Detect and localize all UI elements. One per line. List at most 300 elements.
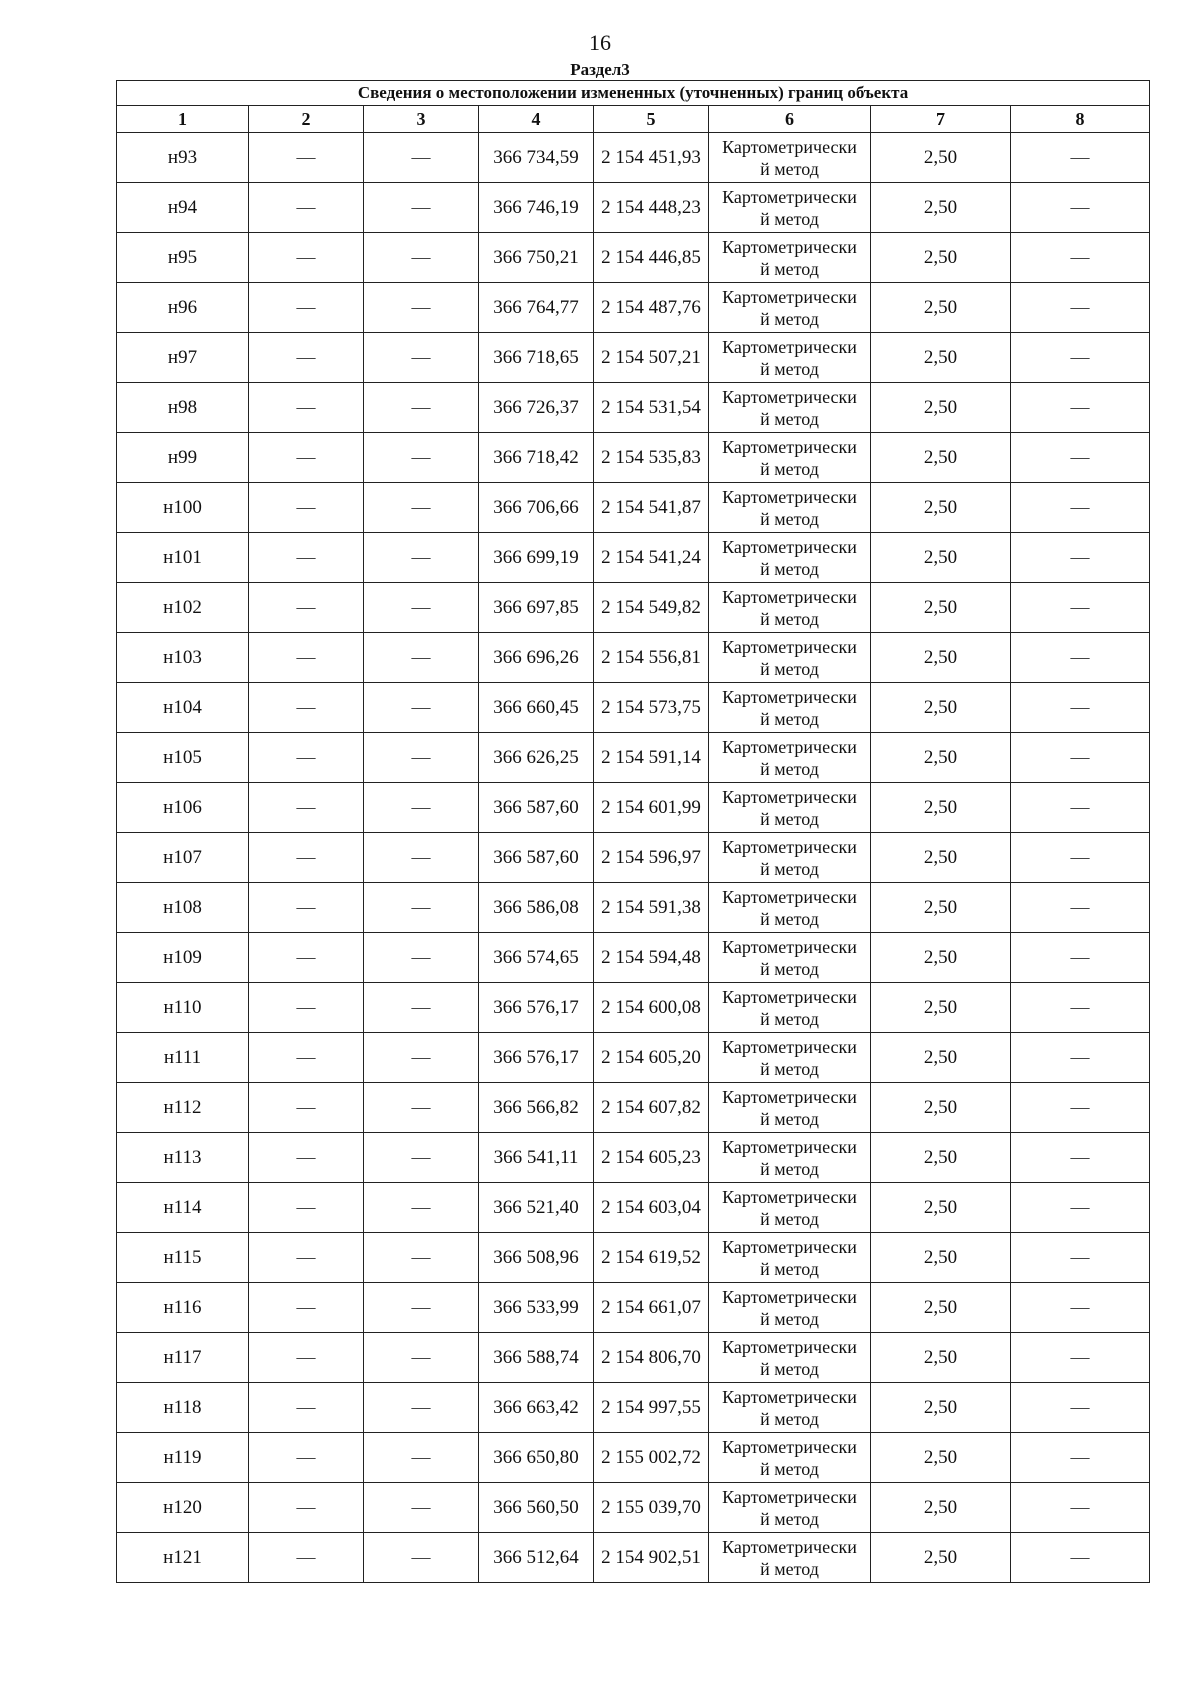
method-line-2: й метод: [760, 1308, 819, 1329]
precision-cell: 2,50: [871, 783, 1011, 833]
method-line-2: й метод: [760, 1358, 819, 1379]
y-coordinate-cell: 2 154 594,48: [594, 933, 709, 983]
x-coordinate-cell: 366 574,65: [479, 933, 594, 983]
dash-cell: —: [364, 433, 479, 483]
dash-cell: —: [1011, 833, 1150, 883]
point-number-cell: н107: [117, 833, 249, 883]
method-line-1: Картометрически: [722, 1386, 857, 1407]
dash-cell: —: [1011, 1233, 1150, 1283]
precision-cell: 2,50: [871, 333, 1011, 383]
method-line-2: й метод: [760, 1058, 819, 1079]
point-number-cell: н115: [117, 1233, 249, 1283]
x-coordinate-cell: 366 521,40: [479, 1183, 594, 1233]
dash-cell: —: [364, 933, 479, 983]
precision-cell: 2,50: [871, 383, 1011, 433]
x-coordinate-cell: 366 699,19: [479, 533, 594, 583]
table-row: [117, 383, 1150, 433]
point-number-cell: н95: [117, 233, 249, 283]
dash-cell: —: [364, 1283, 479, 1333]
method-cell: [709, 1283, 871, 1333]
method-cell: [709, 583, 871, 633]
method-line-2: й метод: [760, 1008, 819, 1029]
precision-cell: 2,50: [871, 483, 1011, 533]
method-line-1: Картометрически: [722, 786, 857, 807]
dash-cell: —: [364, 883, 479, 933]
y-coordinate-cell: 2 154 902,51: [594, 1533, 709, 1583]
method-line-2: й метод: [760, 558, 819, 579]
method-line-2: й метод: [760, 658, 819, 679]
method-cell: [709, 333, 871, 383]
dash-cell: —: [1011, 1283, 1150, 1333]
x-coordinate-cell: 366 734,59: [479, 133, 594, 183]
method-line-1: Картометрически: [722, 1236, 857, 1257]
y-coordinate-cell: 2 154 446,85: [594, 233, 709, 283]
precision-cell: 2,50: [871, 133, 1011, 183]
table-row: [117, 883, 1150, 933]
point-number-cell: н117: [117, 1333, 249, 1383]
y-coordinate-cell: 2 154 549,82: [594, 583, 709, 633]
dash-cell: —: [249, 1283, 364, 1333]
point-number-cell: н114: [117, 1183, 249, 1233]
dash-cell: —: [364, 1333, 479, 1383]
method-line-1: Картометрически: [722, 536, 857, 557]
dash-cell: —: [364, 233, 479, 283]
dash-cell: —: [364, 633, 479, 683]
x-coordinate-cell: 366 588,74: [479, 1333, 594, 1383]
method-cell: [709, 1133, 871, 1183]
table-row: [117, 1183, 1150, 1233]
y-coordinate-cell: 2 154 997,55: [594, 1383, 709, 1433]
method-cell: [709, 533, 871, 583]
method-line-1: Картометрически: [722, 836, 857, 857]
dash-cell: —: [364, 133, 479, 183]
method-cell: [709, 633, 871, 683]
point-number-cell: н106: [117, 783, 249, 833]
dash-cell: —: [364, 1383, 479, 1433]
dash-cell: —: [364, 833, 479, 883]
method-line-2: й метод: [760, 858, 819, 879]
x-coordinate-cell: 366 697,85: [479, 583, 594, 633]
column-number-5: 5: [594, 106, 709, 133]
point-number-cell: н119: [117, 1433, 249, 1483]
method-line-2: й метод: [760, 208, 819, 229]
x-coordinate-cell: 366 718,42: [479, 433, 594, 483]
method-line-1: Картометрически: [722, 986, 857, 1007]
dash-cell: —: [1011, 883, 1150, 933]
table-row: [117, 233, 1150, 283]
table-body: [117, 133, 1150, 1583]
x-coordinate-cell: 366 541,11: [479, 1133, 594, 1183]
precision-cell: 2,50: [871, 1283, 1011, 1333]
dash-cell: —: [249, 833, 364, 883]
method-cell: [709, 1233, 871, 1283]
method-line-2: й метод: [760, 1508, 819, 1529]
point-number-cell: н116: [117, 1283, 249, 1333]
precision-cell: 2,50: [871, 433, 1011, 483]
precision-cell: 2,50: [871, 983, 1011, 1033]
y-coordinate-cell: 2 154 535,83: [594, 433, 709, 483]
table-row: [117, 1433, 1150, 1483]
x-coordinate-cell: 366 706,66: [479, 483, 594, 533]
method-line-2: й метод: [760, 1158, 819, 1179]
dash-cell: —: [249, 733, 364, 783]
precision-cell: 2,50: [871, 533, 1011, 583]
dash-cell: —: [249, 633, 364, 683]
dash-cell: —: [1011, 1383, 1150, 1433]
method-line-2: й метод: [760, 1208, 819, 1229]
dash-cell: —: [1011, 1083, 1150, 1133]
method-line-1: Картометрически: [722, 186, 857, 207]
dash-cell: —: [249, 533, 364, 583]
method-cell: [709, 883, 871, 933]
dash-cell: —: [249, 183, 364, 233]
x-coordinate-cell: 366 626,25: [479, 733, 594, 783]
dash-cell: —: [249, 683, 364, 733]
point-number-cell: н110: [117, 983, 249, 1033]
table-row: [117, 183, 1150, 233]
method-line-2: й метод: [760, 1558, 819, 1579]
dash-cell: —: [249, 1033, 364, 1083]
method-line-1: Картометрически: [722, 1486, 857, 1507]
dash-cell: —: [364, 1033, 479, 1083]
precision-cell: 2,50: [871, 1483, 1011, 1533]
point-number-cell: н118: [117, 1383, 249, 1433]
dash-cell: —: [364, 483, 479, 533]
dash-cell: —: [249, 783, 364, 833]
dash-cell: —: [364, 1483, 479, 1533]
table-row: [117, 1233, 1150, 1283]
point-number-cell: н94: [117, 183, 249, 233]
dash-cell: —: [1011, 783, 1150, 833]
method-line-2: й метод: [760, 1458, 819, 1479]
dash-cell: —: [249, 1333, 364, 1383]
method-line-2: й метод: [760, 358, 819, 379]
method-line-2: й метод: [760, 608, 819, 629]
y-coordinate-cell: 2 154 487,76: [594, 283, 709, 333]
x-coordinate-cell: 366 508,96: [479, 1233, 594, 1283]
method-cell: [709, 833, 871, 883]
table-row: [117, 733, 1150, 783]
method-line-2: й метод: [760, 808, 819, 829]
method-cell: [709, 383, 871, 433]
point-number-cell: н102: [117, 583, 249, 633]
point-number-cell: н105: [117, 733, 249, 783]
precision-cell: 2,50: [871, 883, 1011, 933]
column-number-2: 2: [249, 106, 364, 133]
method-line-1: Картометрически: [722, 486, 857, 507]
table-row: [117, 783, 1150, 833]
dash-cell: —: [1011, 683, 1150, 733]
method-line-1: Картометрически: [722, 1186, 857, 1207]
table-row: [117, 483, 1150, 533]
point-number-cell: н111: [117, 1033, 249, 1083]
point-number-cell: н96: [117, 283, 249, 333]
point-number-cell: н97: [117, 333, 249, 383]
table-caption: Сведения о местоположении измененных (уточненных) границ объекта: [117, 81, 1150, 106]
precision-cell: 2,50: [871, 683, 1011, 733]
dash-cell: —: [249, 1533, 364, 1583]
table-row: [117, 983, 1150, 1033]
point-number-cell: н109: [117, 933, 249, 983]
table-row: [117, 1383, 1150, 1433]
dash-cell: —: [249, 1133, 364, 1183]
method-cell: [709, 1183, 871, 1233]
dash-cell: —: [1011, 1533, 1150, 1583]
method-line-1: Картометрически: [722, 1536, 857, 1557]
dash-cell: —: [249, 483, 364, 533]
method-line-2: й метод: [760, 1408, 819, 1429]
y-coordinate-cell: 2 154 596,97: [594, 833, 709, 883]
precision-cell: 2,50: [871, 1533, 1011, 1583]
table-row: [117, 333, 1150, 383]
precision-cell: 2,50: [871, 1383, 1011, 1433]
dash-cell: —: [364, 783, 479, 833]
table-row: [117, 133, 1150, 183]
dash-cell: —: [1011, 383, 1150, 433]
x-coordinate-cell: 366 587,60: [479, 833, 594, 883]
x-coordinate-cell: 366 726,37: [479, 383, 594, 433]
dash-cell: —: [364, 333, 479, 383]
precision-cell: 2,50: [871, 1033, 1011, 1083]
column-number-1: 1: [117, 106, 249, 133]
method-line-1: Картометрически: [722, 636, 857, 657]
x-coordinate-cell: 366 660,45: [479, 683, 594, 733]
method-cell: [709, 1483, 871, 1533]
method-line-1: Картометрически: [722, 1136, 857, 1157]
precision-cell: 2,50: [871, 633, 1011, 683]
method-line-1: Картометрически: [722, 136, 857, 157]
precision-cell: 2,50: [871, 283, 1011, 333]
dash-cell: —: [249, 283, 364, 333]
point-number-cell: н93: [117, 133, 249, 183]
dash-cell: —: [1011, 183, 1150, 233]
dash-cell: —: [249, 333, 364, 383]
dash-cell: —: [249, 1183, 364, 1233]
method-line-2: й метод: [760, 158, 819, 179]
x-coordinate-cell: 366 586,08: [479, 883, 594, 933]
precision-cell: 2,50: [871, 233, 1011, 283]
precision-cell: 2,50: [871, 1433, 1011, 1483]
y-coordinate-cell: 2 154 607,82: [594, 1083, 709, 1133]
method-line-1: Картометрически: [722, 286, 857, 307]
dash-cell: —: [249, 983, 364, 1033]
method-cell: [709, 1033, 871, 1083]
method-line-2: й метод: [760, 708, 819, 729]
boundary-coordinates-table: [116, 80, 1150, 1583]
method-cell: [709, 933, 871, 983]
method-cell: [709, 433, 871, 483]
dash-cell: —: [364, 533, 479, 583]
method-line-1: Картометрически: [722, 336, 857, 357]
dash-cell: —: [249, 1233, 364, 1283]
method-line-1: Картометрически: [722, 686, 857, 707]
dash-cell: —: [1011, 1483, 1150, 1533]
point-number-cell: н104: [117, 683, 249, 733]
y-coordinate-cell: 2 154 507,21: [594, 333, 709, 383]
method-line-2: й метод: [760, 1108, 819, 1129]
dash-cell: —: [249, 1383, 364, 1433]
x-coordinate-cell: 366 696,26: [479, 633, 594, 683]
y-coordinate-cell: 2 154 451,93: [594, 133, 709, 183]
precision-cell: 2,50: [871, 1333, 1011, 1383]
precision-cell: 2,50: [871, 1233, 1011, 1283]
method-line-2: й метод: [760, 308, 819, 329]
y-coordinate-cell: 2 154 605,20: [594, 1033, 709, 1083]
dash-cell: —: [364, 983, 479, 1033]
method-cell: [709, 283, 871, 333]
point-number-cell: н98: [117, 383, 249, 433]
method-line-1: Картометрически: [722, 1286, 857, 1307]
y-coordinate-cell: 2 154 605,23: [594, 1133, 709, 1183]
table-row: [117, 1083, 1150, 1133]
x-coordinate-cell: 366 746,19: [479, 183, 594, 233]
table-row: [117, 933, 1150, 983]
column-number-8: 8: [1011, 106, 1150, 133]
method-line-2: й метод: [760, 408, 819, 429]
dash-cell: —: [1011, 133, 1150, 183]
dash-cell: —: [364, 1133, 479, 1183]
precision-cell: 2,50: [871, 933, 1011, 983]
y-coordinate-cell: 2 154 806,70: [594, 1333, 709, 1383]
point-number-cell: н121: [117, 1533, 249, 1583]
x-coordinate-cell: 366 533,99: [479, 1283, 594, 1333]
column-number-7: 7: [871, 106, 1011, 133]
method-cell: [709, 733, 871, 783]
section-title: Раздел3: [570, 60, 630, 79]
method-line-2: й метод: [760, 958, 819, 979]
point-number-cell: н113: [117, 1133, 249, 1183]
table-row: [117, 833, 1150, 883]
dash-cell: —: [1011, 1333, 1150, 1383]
dash-cell: —: [249, 383, 364, 433]
precision-cell: 2,50: [871, 1133, 1011, 1183]
dash-cell: —: [1011, 533, 1150, 583]
table-row: [117, 1033, 1150, 1083]
method-cell: [709, 133, 871, 183]
x-coordinate-cell: 366 566,82: [479, 1083, 594, 1133]
method-line-2: й метод: [760, 758, 819, 779]
dash-cell: —: [249, 233, 364, 283]
dash-cell: —: [364, 1433, 479, 1483]
x-coordinate-cell: 366 587,60: [479, 783, 594, 833]
method-line-1: Картометрически: [722, 236, 857, 257]
method-cell: [709, 983, 871, 1033]
dash-cell: —: [364, 1183, 479, 1233]
method-line-2: й метод: [760, 458, 819, 479]
y-coordinate-cell: 2 154 601,99: [594, 783, 709, 833]
dash-cell: —: [249, 133, 364, 183]
y-coordinate-cell: 2 154 531,54: [594, 383, 709, 433]
point-number-cell: н103: [117, 633, 249, 683]
method-cell: [709, 483, 871, 533]
dash-cell: —: [249, 583, 364, 633]
point-number-cell: н120: [117, 1483, 249, 1533]
y-coordinate-cell: 2 154 591,14: [594, 733, 709, 783]
dash-cell: —: [1011, 283, 1150, 333]
table-row: [117, 533, 1150, 583]
y-coordinate-cell: 2 154 541,24: [594, 533, 709, 583]
x-coordinate-cell: 366 718,65: [479, 333, 594, 383]
y-coordinate-cell: 2 154 600,08: [594, 983, 709, 1033]
table-row: [117, 1133, 1150, 1183]
y-coordinate-cell: 2 154 619,52: [594, 1233, 709, 1283]
method-cell: [709, 1083, 871, 1133]
dash-cell: —: [1011, 233, 1150, 283]
y-coordinate-cell: 2 155 039,70: [594, 1483, 709, 1533]
dash-cell: —: [364, 733, 479, 783]
dash-cell: —: [249, 433, 364, 483]
method-line-1: Картометрически: [722, 386, 857, 407]
table-row: [117, 1483, 1150, 1533]
dash-cell: —: [249, 1483, 364, 1533]
point-number-cell: н108: [117, 883, 249, 933]
dash-cell: —: [364, 283, 479, 333]
method-line-1: Картометрически: [722, 736, 857, 757]
method-line-1: Картометрически: [722, 436, 857, 457]
method-cell: [709, 1333, 871, 1383]
x-coordinate-cell: 366 576,17: [479, 1033, 594, 1083]
dash-cell: —: [364, 1533, 479, 1583]
x-coordinate-cell: 366 663,42: [479, 1383, 594, 1433]
method-line-1: Картометрически: [722, 1036, 857, 1057]
precision-cell: 2,50: [871, 1183, 1011, 1233]
x-coordinate-cell: 366 576,17: [479, 983, 594, 1033]
precision-cell: 2,50: [871, 833, 1011, 883]
dash-cell: —: [1011, 333, 1150, 383]
method-line-1: Картометрически: [722, 886, 857, 907]
dash-cell: —: [1011, 933, 1150, 983]
table-row: [117, 283, 1150, 333]
table-row: [117, 433, 1150, 483]
point-number-cell: н99: [117, 433, 249, 483]
dash-cell: —: [1011, 1183, 1150, 1233]
table-row: [117, 1533, 1150, 1583]
y-coordinate-cell: 2 154 573,75: [594, 683, 709, 733]
column-number-4: 4: [479, 106, 594, 133]
precision-cell: 2,50: [871, 1083, 1011, 1133]
dash-cell: —: [249, 933, 364, 983]
dash-cell: —: [1011, 483, 1150, 533]
dash-cell: —: [249, 1083, 364, 1133]
method-line-1: Картометрически: [722, 936, 857, 957]
column-number-6: 6: [709, 106, 871, 133]
method-cell: [709, 1533, 871, 1583]
method-cell: [709, 683, 871, 733]
y-coordinate-cell: 2 154 661,07: [594, 1283, 709, 1333]
column-number-row: [117, 106, 1150, 133]
point-number-cell: н101: [117, 533, 249, 583]
y-coordinate-cell: 2 155 002,72: [594, 1433, 709, 1483]
table-row: [117, 683, 1150, 733]
method-cell: [709, 233, 871, 283]
y-coordinate-cell: 2 154 541,87: [594, 483, 709, 533]
point-number-cell: н112: [117, 1083, 249, 1133]
dash-cell: —: [364, 1083, 479, 1133]
dash-cell: —: [1011, 983, 1150, 1033]
dash-cell: —: [364, 583, 479, 633]
method-line-1: Картометрически: [722, 1436, 857, 1457]
method-cell: [709, 1433, 871, 1483]
y-coordinate-cell: 2 154 556,81: [594, 633, 709, 683]
dash-cell: —: [1011, 433, 1150, 483]
dash-cell: —: [364, 383, 479, 433]
method-line-2: й метод: [760, 258, 819, 279]
column-number-3: 3: [364, 106, 479, 133]
dash-cell: —: [1011, 1433, 1150, 1483]
table-row: [117, 1333, 1150, 1383]
point-number-cell: н100: [117, 483, 249, 533]
page-number: 16: [589, 30, 611, 55]
